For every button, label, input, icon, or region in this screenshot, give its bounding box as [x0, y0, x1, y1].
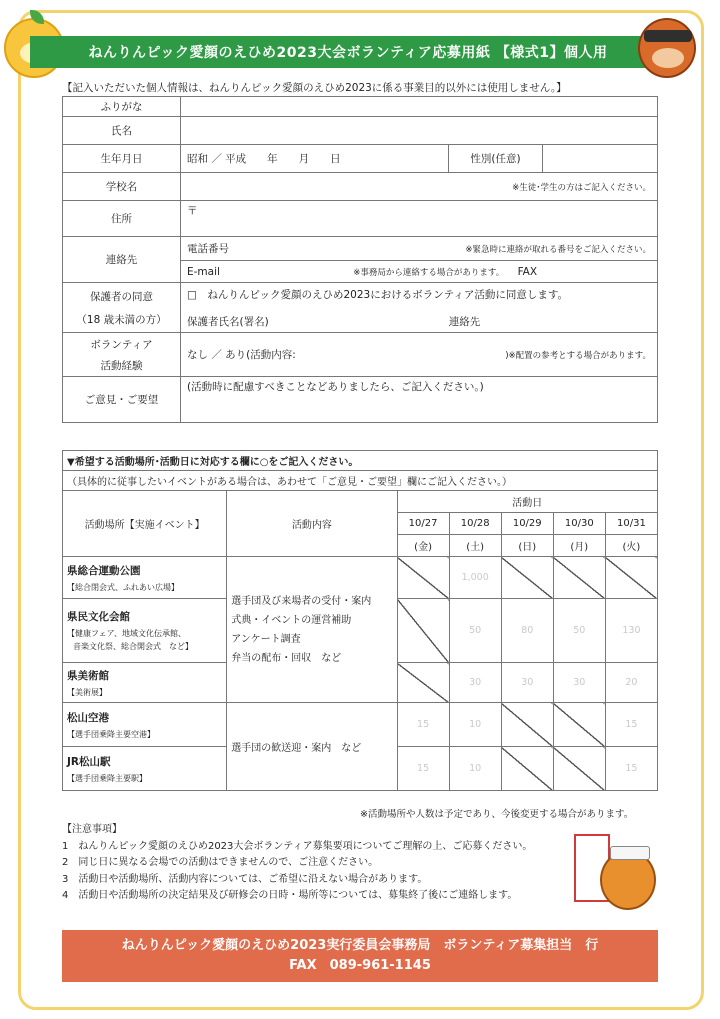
footer-fax: FAX 089-961-1145: [289, 958, 431, 973]
phone-label: 電話番号: [187, 243, 229, 255]
day-cell[interactable]: 15: [605, 747, 657, 791]
schedule-heading: ▼希望する活動場所･活動日に対応する欄に○をご記入ください。: [63, 451, 658, 471]
applicant-form: [62, 96, 658, 423]
venue-cell: 松山空港 【選手団乗降主要空港】: [63, 703, 227, 747]
note-item: 1 ねんりんピック愛顔のえひめ2023大会ボランティア募集要項についてご理解の上、ご応募ください。: [62, 840, 533, 852]
contact-label: 連絡先: [63, 237, 181, 283]
email-label: E-mail: [187, 265, 220, 278]
experience-label: ボランティア 活動経験: [63, 333, 181, 377]
day-cell-unavailable: [553, 747, 605, 791]
day-date: 10/27: [397, 513, 449, 535]
school-label: 学校名: [63, 173, 181, 201]
activity-cell: 選手団及び来場者の受付・案内 式典・イベントの運営補助 アンケート調査 弁当の配布・回収 など: [227, 557, 397, 703]
day-dow: (日): [501, 535, 553, 557]
day-date: 10/30: [553, 513, 605, 535]
day-cell[interactable]: 50: [449, 599, 501, 663]
day-cell[interactable]: 15: [397, 747, 449, 791]
day-cell[interactable]: 15: [397, 703, 449, 747]
schedule-subheading: （具体的に従事したいイベントがある場合は、あわせて「ご意見・ご要望」欄にご記入ください。）: [63, 471, 658, 491]
day-cell[interactable]: 20: [605, 663, 657, 703]
day-date: 10/31: [605, 513, 657, 535]
day-date: 10/28: [449, 513, 501, 535]
day-cell-unavailable: [553, 703, 605, 747]
venue-cell: 県総合運動公園 【総合閉会式、ふれあい広場】: [63, 557, 227, 599]
day-cell[interactable]: 30: [501, 663, 553, 703]
phone-note: ※緊急時に連絡が取れる番号をご記入ください。: [465, 244, 651, 255]
activity-cell: 選手団の歓送迎・案内 など: [227, 703, 397, 791]
day-cell-unavailable: [501, 703, 553, 747]
submission-footer: [62, 930, 658, 982]
guardian-contact-label: 連絡先: [448, 315, 481, 328]
day-cell-unavailable: [501, 747, 553, 791]
day-dow: (月): [553, 535, 605, 557]
day-cell[interactable]: 30: [449, 663, 501, 703]
day-cell-unavailable: [501, 557, 553, 599]
day-cell[interactable]: 10: [449, 703, 501, 747]
day-dow: (金): [397, 535, 449, 557]
day-cell[interactable]: 15: [605, 703, 657, 747]
day-cell-unavailable: [605, 557, 657, 599]
day-cell[interactable]: 1,000: [449, 557, 501, 599]
experience-field[interactable]: なし ／ あり(活動内容: )※配置の参考とする場合があります。: [181, 333, 658, 377]
venue-header: 活動場所【実施イベント】: [63, 491, 227, 557]
venue-cell: JR松山駅 【選手団乗降主要駅】: [63, 747, 227, 791]
day-dow: (土): [449, 535, 501, 557]
email-note: ※事務局から連絡する場合があります。: [353, 267, 505, 278]
day-cell[interactable]: 130: [605, 599, 657, 663]
footer-recipient: ねんりんピック愛顔のえひめ2023実行委員会事務局 ボランティア募集担当 行: [121, 938, 599, 953]
venue-cell: 県美術館 【美術展】: [63, 663, 227, 703]
day-cell-unavailable: [553, 557, 605, 599]
day-cell[interactable]: 80: [501, 599, 553, 663]
phone-field[interactable]: [181, 237, 658, 261]
mascot-flag-icon: [570, 830, 660, 922]
name-label: 氏名: [63, 117, 181, 145]
form-title: ねんりんピック愛顔のえひめ2023大会ボランティア応募用紙 【様式1】個人用: [30, 36, 666, 68]
gender-label: 性別(任意): [449, 145, 543, 173]
email-field[interactable]: [181, 261, 658, 283]
schedule-table: [62, 450, 658, 791]
notes-title: 【注意事項】: [62, 824, 122, 835]
school-note: ※生徒･学生の方はご記入ください。: [512, 182, 651, 193]
day-cell[interactable]: 50: [553, 599, 605, 663]
guardian-consent-checkbox[interactable]: □ ねんりんピック愛顔のえひめ2023におけるボランティア活動に同意します。: [187, 288, 569, 301]
day-cell-unavailable: [397, 599, 449, 663]
school-field[interactable]: [181, 173, 658, 201]
mascot-right-icon: [638, 18, 696, 78]
name-field[interactable]: [181, 117, 658, 145]
day-date: 10/29: [501, 513, 553, 535]
opinion-label: ご意見・ご要望: [63, 377, 181, 423]
note-item: 3 活動日や活動場所、活動内容については、ご希望に沿えない場合があります。: [62, 873, 428, 885]
days-header: 活動日: [397, 491, 657, 513]
furigana-label: ふりがな: [63, 97, 181, 117]
schedule-footnote: ※活動場所や人数は予定であり、今後変更する場合があります。: [360, 809, 634, 820]
note-item: 2 同じ日に異なる会場での活動はできませんので、ご注意ください。: [62, 857, 379, 868]
guardian-field[interactable]: [181, 283, 658, 333]
venue-cell: 県民文化会館 【健康フェア、地域文化伝承館、 音楽文化祭、総合開会式 など】: [63, 599, 227, 663]
day-cell[interactable]: 10: [449, 747, 501, 791]
day-dow: (火): [605, 535, 657, 557]
privacy-notice: 【記入いただいた個人情報は、ねんりんピック愛顔のえひめ2023に係る事業目的以外には使用しません。】: [62, 82, 567, 94]
guardian-label: 保護者の同意 （18 歳未満の方）: [63, 283, 181, 333]
address-label: 住所: [63, 201, 181, 237]
gender-field[interactable]: [543, 145, 658, 173]
birthdate-field[interactable]: 昭和 ／ 平成 年 月 日: [181, 145, 449, 173]
guardian-name-label: 保護者氏名(署名): [187, 315, 269, 328]
furigana-field[interactable]: [181, 97, 658, 117]
birthdate-label: 生年月日: [63, 145, 181, 173]
fax-label: FAX: [517, 265, 538, 278]
activity-header: 活動内容: [227, 491, 397, 557]
address-field[interactable]: 〒: [181, 201, 658, 237]
day-cell[interactable]: 30: [553, 663, 605, 703]
day-cell-unavailable: [397, 557, 449, 599]
note-item: 4 活動日や活動場所の決定結果及び研修会の日時・場所等については、募集終了後にご連絡します。: [62, 890, 518, 901]
day-cell-unavailable: [397, 663, 449, 703]
opinion-field[interactable]: (活動時に配慮すべきことなどありましたら、ご記入ください。): [181, 377, 658, 423]
notes-section: [62, 822, 582, 905]
